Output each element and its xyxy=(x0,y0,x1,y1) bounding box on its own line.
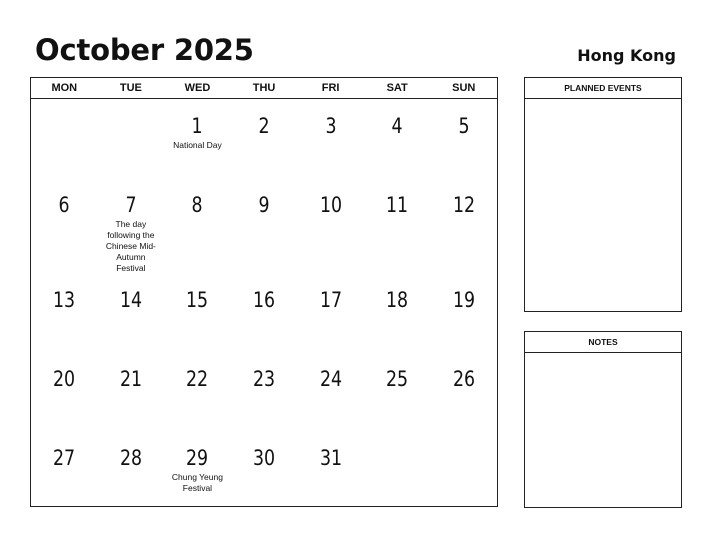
day-cell-29 xyxy=(164,431,231,505)
week-row xyxy=(31,352,497,431)
day-cell-31 xyxy=(297,431,364,505)
day-number: 21 xyxy=(119,367,142,391)
day-number: 23 xyxy=(252,367,276,391)
calendar-grid xyxy=(31,99,497,505)
week-row xyxy=(31,431,497,505)
day-number: 24 xyxy=(319,367,342,391)
day-cell-11 xyxy=(364,178,431,273)
weekday-sat: SAT xyxy=(386,82,408,94)
day-number: 11 xyxy=(386,193,409,217)
day-number: 19 xyxy=(452,288,475,312)
holiday-label: The day following the Chinese Mid-Autumn Festival xyxy=(105,219,156,273)
day-cell-15 xyxy=(164,273,231,352)
day-cell-26 xyxy=(430,352,497,431)
holiday-label: Chung Yeung Festival xyxy=(171,472,223,493)
day-cell-3 xyxy=(297,99,364,178)
day-cell-5 xyxy=(430,99,497,178)
day-number: 10 xyxy=(319,193,342,217)
day-cell-7 xyxy=(98,178,165,273)
day-cell-25 xyxy=(364,352,431,431)
day-cell-19 xyxy=(430,273,497,352)
day-number: 15 xyxy=(186,288,209,312)
empty-day-cell xyxy=(31,99,98,178)
day-number: 25 xyxy=(386,367,409,391)
day-number: 31 xyxy=(319,446,342,470)
day-cell-13 xyxy=(31,273,98,352)
day-number: 1 xyxy=(191,114,203,138)
week-row xyxy=(31,99,497,178)
day-cell-30 xyxy=(231,431,298,505)
notes-heading: NOTES xyxy=(525,332,681,353)
day-number: 4 xyxy=(391,114,403,138)
region-label: Hong Kong xyxy=(577,46,676,65)
weekday-fri: FRI xyxy=(321,82,340,94)
day-number: 30 xyxy=(252,446,276,470)
day-number: 20 xyxy=(53,367,76,391)
day-number: 9 xyxy=(258,193,270,217)
day-cell-6 xyxy=(31,178,98,273)
week-row xyxy=(31,273,497,352)
day-cell-17 xyxy=(297,273,364,352)
holiday-label: National Day xyxy=(173,140,222,150)
day-cell-22 xyxy=(164,352,231,431)
day-cell-24 xyxy=(297,352,364,431)
day-number: 22 xyxy=(186,367,209,391)
weekday-wed: WED xyxy=(184,82,211,94)
weekday-tue: TUE xyxy=(119,82,142,94)
planned-events-heading: PLANNED EVENTS xyxy=(525,78,681,99)
empty-day-cell xyxy=(364,431,431,505)
day-number: 3 xyxy=(325,114,337,138)
day-number: 27 xyxy=(53,446,76,470)
day-number: 28 xyxy=(119,446,142,470)
day-cell-14 xyxy=(98,273,165,352)
day-cell-4 xyxy=(364,99,431,178)
day-number: 29 xyxy=(186,446,209,470)
day-cell-12 xyxy=(430,178,497,273)
month-calendar xyxy=(30,77,498,507)
day-cell-23 xyxy=(231,352,298,431)
notes-panel xyxy=(524,331,682,508)
day-number: 14 xyxy=(119,288,142,312)
day-cell-2 xyxy=(231,99,298,178)
day-cell-21 xyxy=(98,352,165,431)
week-row xyxy=(31,178,497,273)
day-cell-20 xyxy=(31,352,98,431)
day-number: 5 xyxy=(458,114,470,138)
day-number: 13 xyxy=(53,288,76,312)
day-number: 17 xyxy=(319,288,342,312)
weekday-sun: SUN xyxy=(452,82,476,94)
day-cell-18 xyxy=(364,273,431,352)
day-number: 6 xyxy=(58,193,70,217)
empty-day-cell xyxy=(98,99,165,178)
day-number: 7 xyxy=(125,193,137,217)
day-number: 8 xyxy=(191,193,203,217)
weekday-header-row xyxy=(31,78,497,99)
day-cell-1 xyxy=(164,99,231,178)
day-number: 26 xyxy=(452,367,475,391)
day-number: 2 xyxy=(258,114,270,138)
day-cell-28 xyxy=(98,431,165,505)
empty-day-cell xyxy=(430,431,497,505)
page-title: October 2025 xyxy=(35,33,254,67)
day-cell-9 xyxy=(231,178,298,273)
day-cell-16 xyxy=(231,273,298,352)
weekday-thu: THU xyxy=(252,82,276,94)
day-cell-8 xyxy=(164,178,231,273)
day-cell-10 xyxy=(297,178,364,273)
day-number: 12 xyxy=(452,193,475,217)
day-number: 16 xyxy=(252,288,276,312)
day-cell-27 xyxy=(31,431,98,505)
weekday-mon: MON xyxy=(51,82,78,94)
day-number: 18 xyxy=(386,288,409,312)
planned-events-panel xyxy=(524,77,682,312)
